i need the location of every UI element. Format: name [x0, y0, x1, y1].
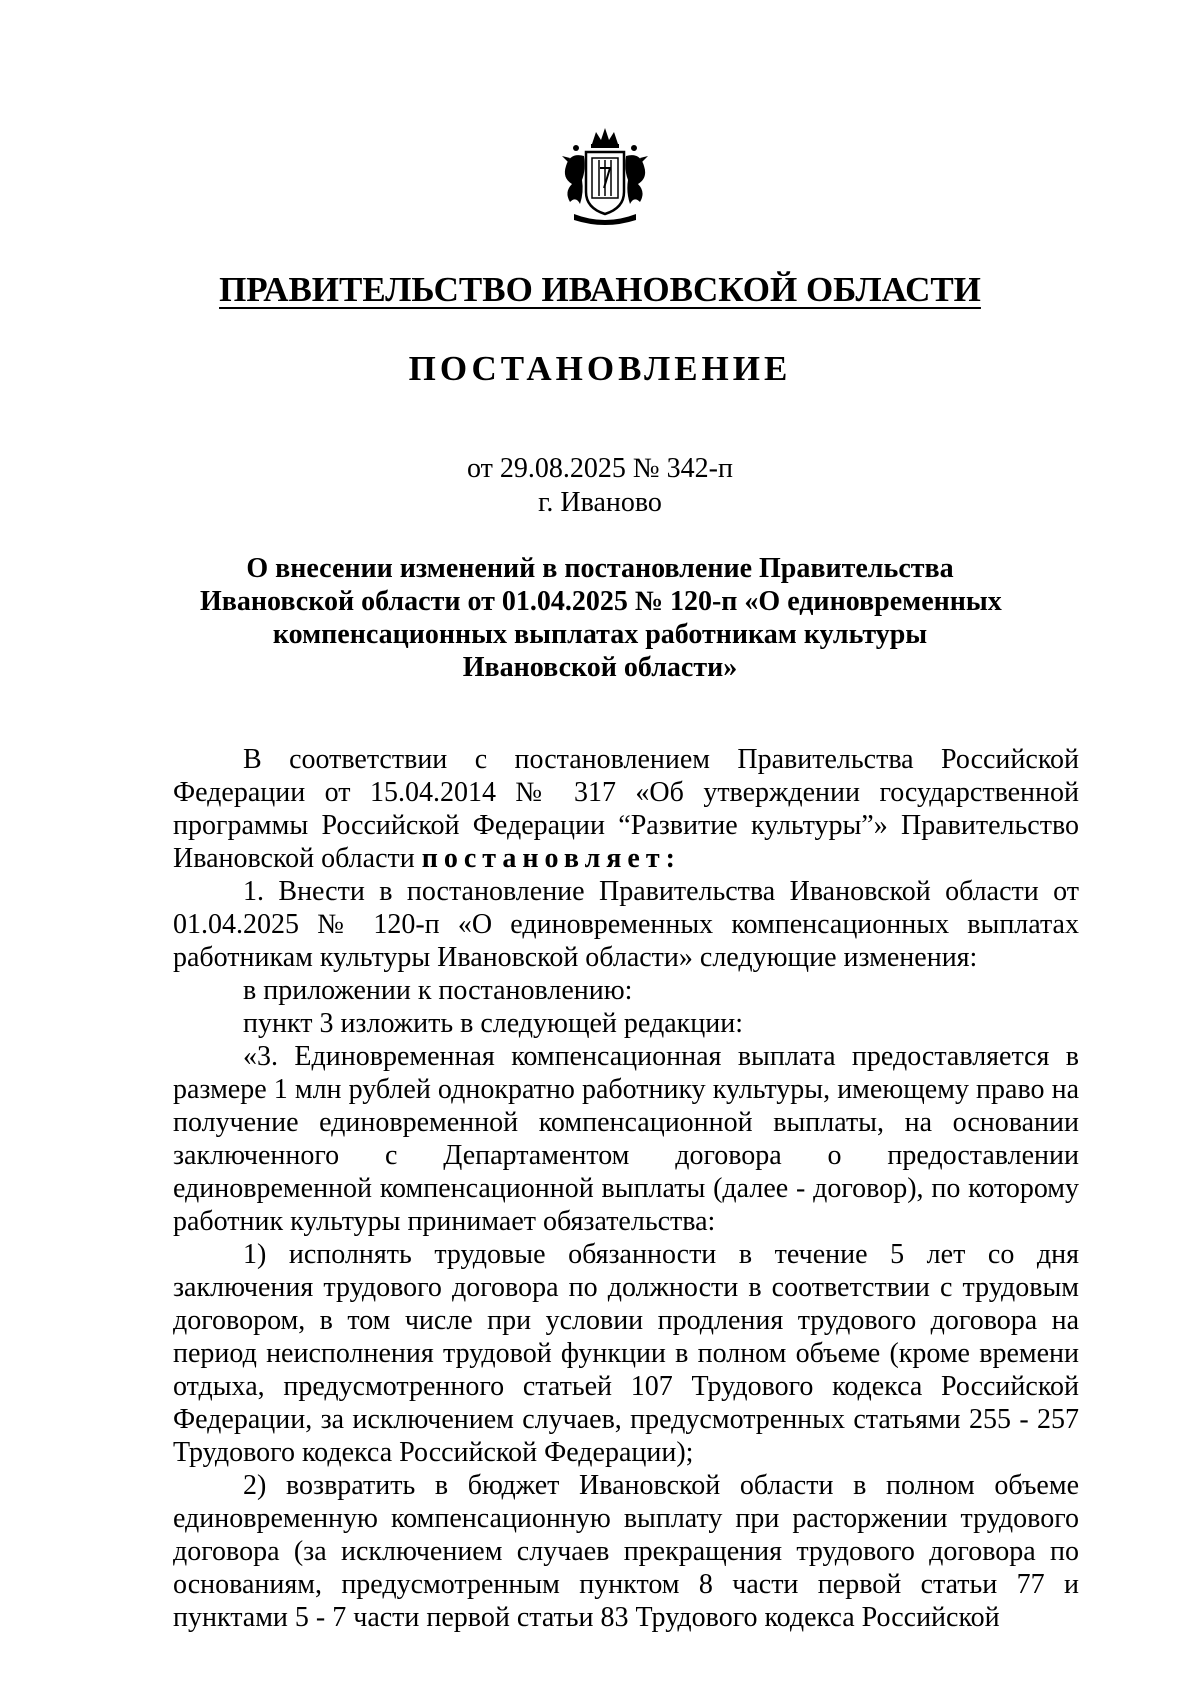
subject-line: компенсационных выплатах работникам культуры [272, 619, 928, 650]
resolves-keyword: постановляет: [421, 843, 681, 874]
decree-body [173, 743, 1079, 1634]
document-type-title: ПОСТАНОВЛЕНИЕ [408, 349, 792, 388]
preamble-text: В соответствии с постановлением Правительства Российской Федерации от 15.04.2014 № 317 «Об утверждении государственной программы Российской Федерации “Развитие культуры”» Правительство Ивановской области [173, 744, 1079, 874]
item-3-paragraph: «3. Единовременная компенсационная выплата предоставляется в размере 1 млн рублей однократно работнику культуры, имеющему право на получение единовременной компенсационной выплаты, на основании заключенного с Департаментом договора о предоставлении единовременной компенсационной выплаты (далее - договор), по которому работник культуры принимает обязательства: [173, 1041, 1079, 1237]
subject-line: О внесении изменений в постановление Правительства [246, 553, 954, 584]
clause-1-paragraph: 1. Внести в постановление Правительства Ивановской области от 01.04.2025 № 120-п «О единовременных компенсационных выплатах работникам культуры Ивановской области» следующие изменения: [173, 876, 1079, 973]
obligation-1-paragraph: 1) исполнять трудовые обязанности в течение 5 лет со дня заключения трудового договора по должности в соответствии с трудовым договором, в том числе при условии продления трудового договора на период неисполнения трудовой функции в полном объеме (кроме времени отдыха, предусмотренного статьей 107 Трудового кодекса Российской Федерации, за исключением случаев, предусмотренных статьями 255 - 257 Трудового кодекса Российской Федерации); [173, 1239, 1079, 1468]
government-title [0, 268, 1200, 312]
obligation-2-paragraph: 2) возвратить в бюджет Ивановской области в полном объеме единовременную компенсационную выплату при расторжении трудового договора (за исключением случаев прекращения трудового договора по основаниям, предусмотренным пунктом 8 части первой статьи 77 и пунктами 5 - 7 части первой статьи 83 Трудового кодекса Российской [173, 1470, 1079, 1633]
annex-paragraph: в приложении к постановлению: [243, 975, 633, 1006]
item-3-intro-paragraph: пункт 3 изложить в следующей редакции: [243, 1008, 743, 1039]
city-name: г. Иваново [538, 487, 662, 518]
decree-subject [200, 552, 1000, 684]
date-and-number: от 29.08.2025 № 342-п [467, 453, 733, 484]
preamble-paragraph [173, 743, 1079, 875]
subject-line: Ивановской области от 01.04.2025 № 120-п «О единовременных [200, 586, 1002, 617]
government-title-text: ПРАВИТЕЛЬСТВО ИВАНОВСКОЙ ОБЛАСТИ [219, 270, 981, 309]
subject-line: Ивановской области» [462, 652, 738, 683]
document-meta [0, 452, 1200, 520]
coat-of-arms-emblem [556, 122, 654, 230]
